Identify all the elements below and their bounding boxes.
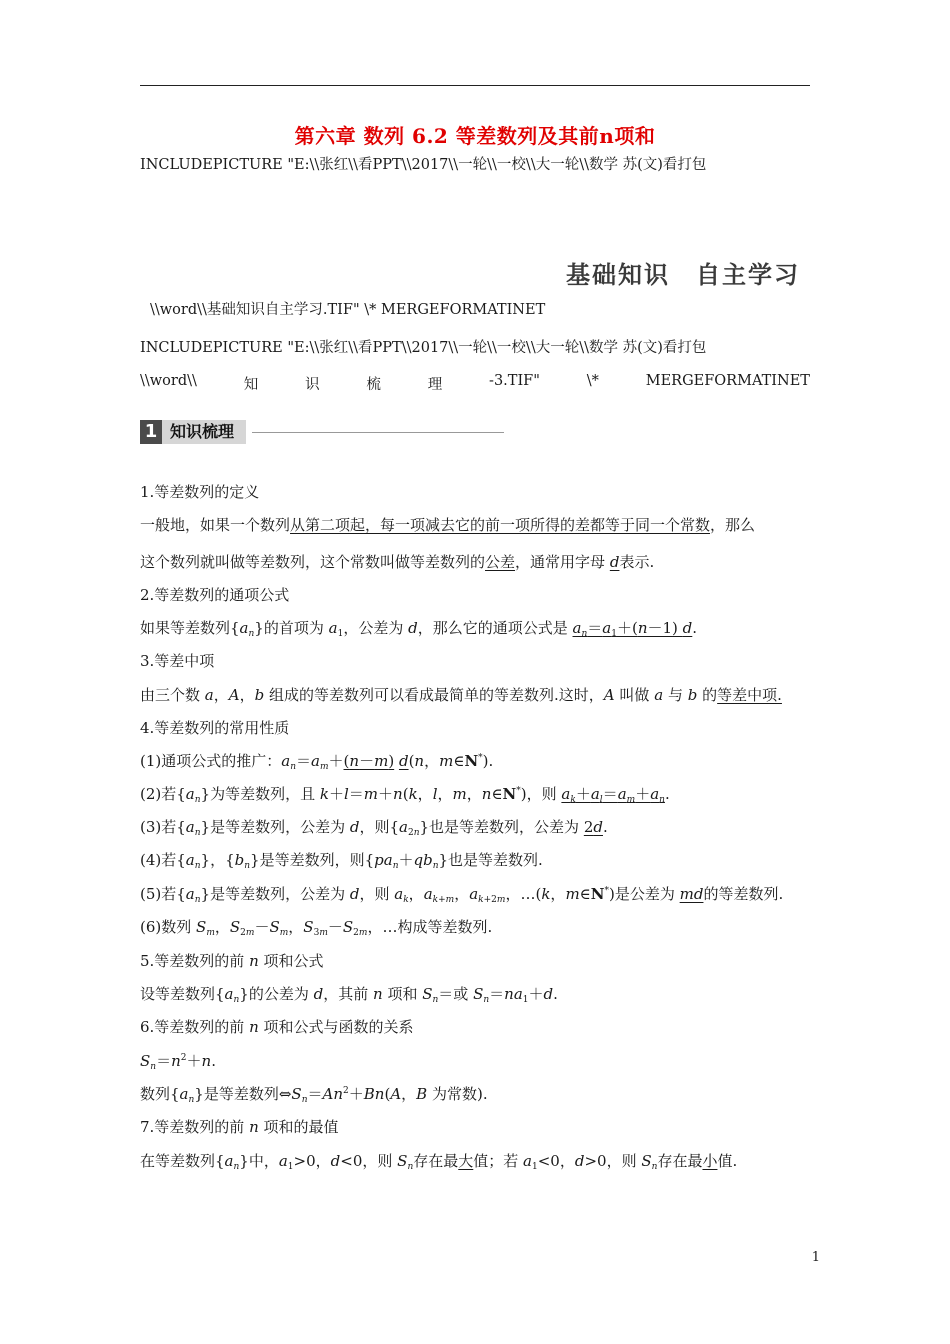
paragraph: 这个数列就叫做等差数列，这个常数叫做等差数列的公差，通常用字母 d表示. <box>140 553 655 571</box>
heading-7: 7.等差数列的前 n 项和的最值 <box>140 1118 339 1136</box>
field-code-line: \\word\\ 知 识 梳 理 -3.TIF" \* MERGEFORMATINET <box>140 373 810 393</box>
paragraph: 在等差数列$\{a_n\}$中，$a_1>0$，d<0，则 $S_n$存在最大值；若 $a_1<0$，d>0，则 $S_n$存在最小值. <box>140 1152 738 1172</box>
field-code-line: INCLUDEPICTURE "E:\\张红\\看PPT\\2017\\一轮\\一校\\大一轮\\数学 苏(文)看打包 <box>140 340 707 356</box>
section-divider <box>252 432 504 433</box>
property-1: (1)通项公式的推广：$a_n=a_m+(n-m)$ d(n，m∈N*). <box>140 752 494 772</box>
formula: $S_n=n^2+n$. <box>140 1052 216 1072</box>
section-label: 知识梳理 <box>162 420 246 444</box>
page-number: 1 <box>811 1250 820 1265</box>
property-5: (5)若$\{a_n\}$是等差数列，公差为 d，则 $a_k$，$a_{k+m}$，$a_{k+2m}$，…(k，m∈N*)是公差为 md的等差数列. <box>140 885 784 905</box>
property-2: (2)若$\{a_n\}$为等差数列，且 k＋l＝m＋n(k，l，m，n∈N*)，则 $a_k+a_l=a_m+a_n$. <box>140 785 670 805</box>
paragraph: 一般地，如果一个数列从第二项起，每一项减去它的前一项所得的差都等于同一个常数，那么 <box>140 516 756 534</box>
section-header <box>140 420 504 444</box>
heading-1: 1.等差数列的定义 <box>140 483 260 501</box>
header-rule <box>140 85 810 86</box>
heading-2: 2.等差数列的通项公式 <box>140 586 290 604</box>
paragraph: 数列$\{a_n\}$是等差数列$\Leftrightarrow S_n=An^2+Bn(A$，B 为常数). <box>140 1085 488 1105</box>
heading-6: 6.等差数列的前 n 项和公式与函数的关系 <box>140 1018 414 1036</box>
field-code-line: \\word\\基础知识自主学习.TIF" \* MERGEFORMATINET <box>150 302 546 318</box>
field-code-line: INCLUDEPICTURE "E:\\张红\\看PPT\\2017\\一轮\\一校\\大一轮\\数学 苏(文)看打包 <box>140 157 707 173</box>
page-title: 第六章 数列 6.2 等差数列及其前n项和 <box>294 124 656 148</box>
heading-3: 3.等差中项 <box>140 652 215 670</box>
paragraph: 设等差数列$\{a_n\}$的公差为 d，其前 n 项和 $S_n=$或 $S_n=na_1+d$. <box>140 985 558 1005</box>
property-4: (4)若$\{a_n\}$，$\{b_n\}$是等差数列，则$\{pa_n+qb_n\}$也是等差数列. <box>140 851 543 871</box>
paragraph: 由三个数 a，A，b 组成的等差数列可以看成最简单的等差数列.这时，A 叫做 a 与 b 的等差中项. <box>140 686 782 704</box>
section-banner: 基础知识 自主学习 <box>566 261 800 289</box>
heading-5: 5.等差数列的前 n 项和公式 <box>140 952 324 970</box>
paragraph: 如果等差数列$\{a_n\}$的首项为 $a_1$，公差为 d，那么它的通项公式是 $a_n=a_1+(n-1)$ d. <box>140 619 698 639</box>
property-3: (3)若$\{a_n\}$是等差数列，公差为 d，则$\{a_{2n}\}$也是等差数列，公差为 2d. <box>140 818 608 838</box>
heading-4: 4.等差数列的常用性质 <box>140 719 290 737</box>
property-6: (6)数列 $S_m$，$S_{2m}-S_m$，$S_{3m}-S_{2m}$，…构成等差数列. <box>140 918 493 938</box>
section-number: 1 <box>140 420 162 444</box>
